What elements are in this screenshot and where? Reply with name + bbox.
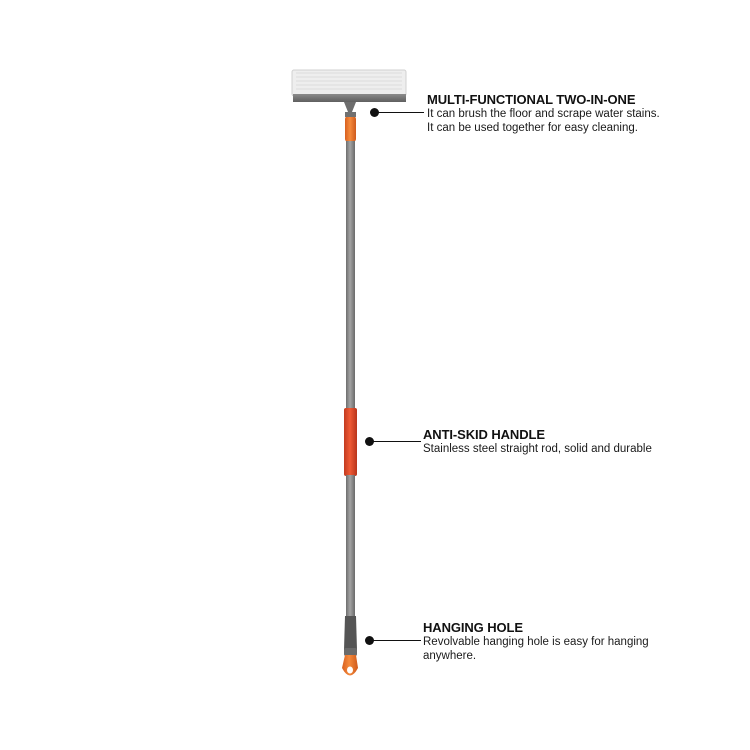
callout-leader-top — [378, 112, 424, 113]
callout-leader-middle — [373, 441, 421, 442]
callout-anti-skid-handle — [423, 427, 652, 456]
callout-description-line: Stainless steel straight rod, solid and durable — [423, 443, 652, 455]
callout-title: ANTI-SKID HANDLE — [423, 427, 545, 442]
callout-description-line: anywhere. — [423, 650, 477, 662]
callout-multi-functional — [427, 92, 660, 135]
callout-description-line: Revolvable hanging hole is easy for hanging — [423, 636, 649, 648]
bristles — [292, 70, 406, 96]
top-connector — [345, 116, 356, 142]
callout-description-line: It can be used together for easy cleaning. — [427, 122, 638, 134]
hanging-hole — [342, 655, 358, 676]
anti-skid-grip — [344, 408, 357, 476]
callout-leader-bottom — [373, 640, 421, 641]
handle-end-grip — [344, 616, 357, 650]
upper-pole — [346, 141, 355, 410]
squeegee-blade — [293, 94, 406, 102]
callout-title: HANGING HOLE — [423, 620, 523, 635]
callout-description-line: It can brush the floor and scrape water stains. — [427, 108, 660, 120]
callout-title: MULTI-FUNCTIONAL TWO-IN-ONE — [427, 92, 636, 107]
brush-head — [292, 70, 406, 112]
head-neck — [344, 102, 356, 112]
lower-pole — [346, 475, 355, 618]
callout-hanging-hole — [423, 620, 649, 663]
